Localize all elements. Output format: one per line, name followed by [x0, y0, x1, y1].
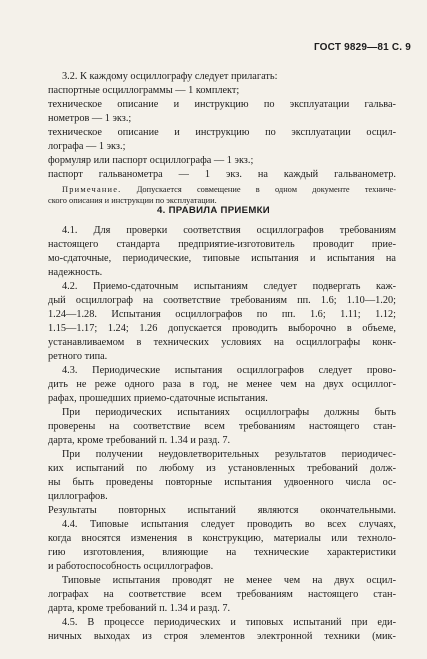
text-line: когда вносятся изменения в конструкцию, материалы или техноло- — [48, 533, 396, 544]
text-line: техническое описание и инструкцию по эксплуатации гальва- — [48, 99, 396, 110]
text-line: дарта, кроме требований п. 1.34 и разд. 7. — [48, 435, 231, 446]
text-line: Результаты повторных испытаний являются окончательными. — [48, 505, 396, 516]
text-line: Типовые испытания проводят не менее чем на двух осцил- — [62, 575, 396, 586]
text-line: рафах, прошедших приемо-сдаточные испытания. — [48, 393, 268, 404]
text-line: ничных выходах из строя элементов электронной техники (мик- — [48, 631, 396, 642]
note-text: Допускается совмещение в одном документе техниче- — [136, 185, 396, 194]
text-line: гию изготовления, влияющие на технические характеристики — [48, 547, 396, 558]
text-line: нометров — 1 экз.; — [48, 113, 132, 124]
text-line: техническое описание и инструкцию по эксплуатации осцил- — [48, 127, 396, 138]
text-line: проверены на соответствие всем требованиям настоящего стан- — [48, 421, 396, 432]
text-line: дарта, кроме требований п. 1.34 и разд. 7. — [48, 603, 231, 614]
text-line: паспортные осциллограммы — 1 комплект; — [48, 85, 240, 96]
text-line: и работоспособность осциллографов. — [48, 561, 214, 572]
text-line: надежность. — [48, 267, 103, 278]
text-line: устанавливаемом в технических условиях на осциллографы конк- — [48, 337, 396, 348]
text-line: ны быть проведены повторные испытания удвоенного числа ос- — [48, 477, 396, 488]
text-line: мо-сдаточные, периодические, типовые испытания и испытания на — [48, 253, 396, 264]
text-line: При получении неудовлетворительных результатов периодичес- — [62, 449, 396, 460]
note-line — [62, 184, 396, 195]
text-line: 1.24—1.28. Испытания осциллографов по пп. 1.6; 1.11; 1.12; — [48, 309, 396, 320]
text-line: формуляр или паспорт осциллографа — 1 экз.; — [48, 155, 254, 166]
text-line: 4.5. В процессе периодических и типовых испытаний при еди- — [62, 617, 396, 628]
text-line: лографа — 1 экз.; — [48, 141, 126, 152]
note-label: Примечание. — [62, 185, 122, 194]
text-line: 4.3. Периодические испытания осциллографов следует прово- — [62, 365, 396, 376]
section-heading: 4. ПРАВИЛА ПРИЕМКИ — [157, 205, 270, 216]
text-line: 1.15—1.17; 1.24; 1.26 допускается проводить выборочно в объеме, — [48, 323, 396, 334]
page-header: ГОСТ 9829—81 С. 9 — [313, 42, 411, 53]
text-line: циллографов. — [48, 491, 108, 502]
note-continuation: ского описания и инструкции по эксплуатации. — [48, 196, 217, 205]
text-line: 4.2. Приемо-сдаточным испытаниям следует подвергать каж- — [62, 281, 396, 292]
text-line: ретного типа. — [48, 351, 108, 362]
text-line: 3.2. К каждому осциллографу следует прилагать: — [62, 71, 278, 82]
text-line: При периодических испытаниях осциллографы должны быть — [62, 407, 396, 418]
text-line: 4.1. Для проверки соответствия осциллографов требованиям — [62, 225, 396, 236]
text-line: дый осциллограф на соответствие требованиям пп. 1.6; 1.10—1.20; — [48, 295, 396, 306]
text-line: паспорт гальванометра — 1 экз. на каждый гальванометр. — [48, 169, 396, 180]
text-line: ких испытаний по любому из установленных требований долж- — [48, 463, 396, 474]
text-line: лографах на соответствие всем требованиям настоящего стан- — [48, 589, 396, 600]
text-line: 4.4. Типовые испытания следует проводить во всех случаях, — [62, 519, 396, 530]
text-line: настоящего стандарта предприятие-изготовитель проводит прие- — [48, 239, 396, 250]
text-line: дить не реже одного раза в год, не менее чем на двух осциллог- — [48, 379, 396, 390]
